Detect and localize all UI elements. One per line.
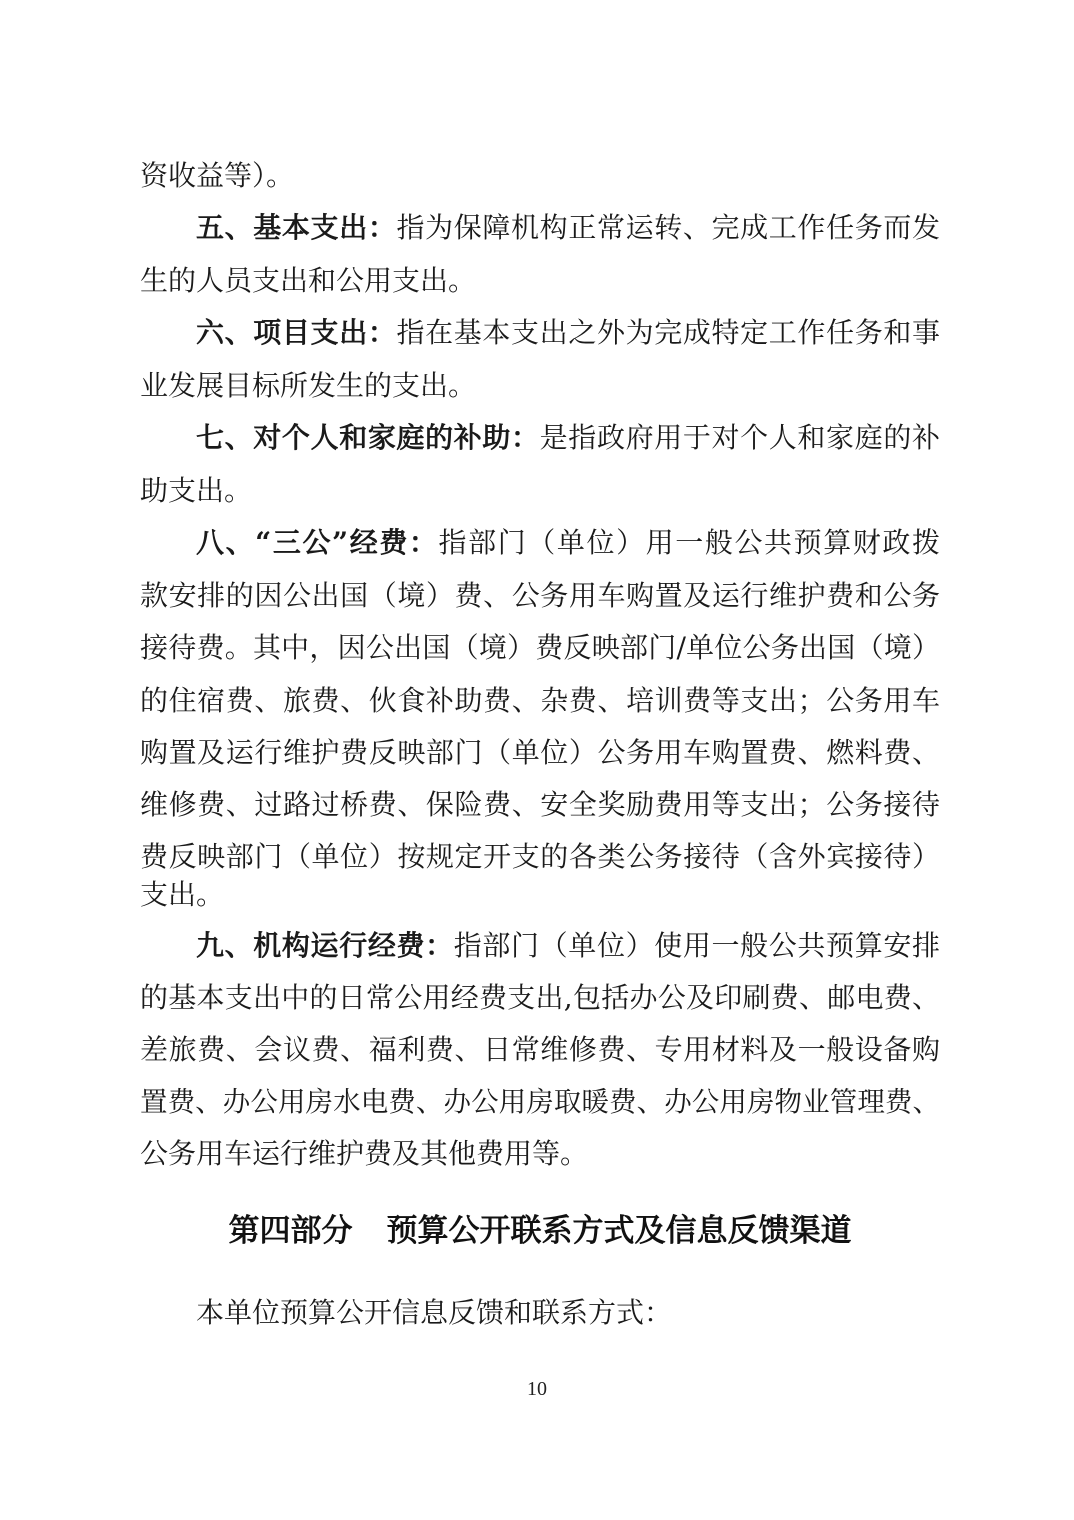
- paragraph-five-first-line: [196, 210, 940, 246]
- definition-text: 是指政府用于对个人和家庭的补: [539, 421, 940, 454]
- paragraph-line: 助支出。: [140, 474, 253, 507]
- term-household-subsidy: 七、对个人和家庭的补助：: [196, 421, 540, 454]
- paragraph-line: 费反映部门（单位）按规定开支的各类公务接待（含外宾接待）: [140, 840, 940, 873]
- paragraph-seven-first-line: [196, 420, 940, 456]
- section-number: 第四部分: [228, 1213, 353, 1249]
- definition-text: 指部门（单位）用一般公共预算财政拨: [438, 526, 940, 559]
- paragraph-line: 款安排的因公出国（境）费、公务用车购置及运行维护费和公务: [140, 579, 940, 612]
- definition-text: 指为保障机构正常运转、完成工作任务而发: [396, 211, 940, 244]
- paragraph-line: 公务用车运行维护费及其他费用等。: [140, 1137, 589, 1170]
- paragraph-line: 接待费。其中，因公出国（境）费反映部门/单位公务出国（境）: [140, 631, 940, 664]
- paragraph-line: 资收益等）。: [140, 159, 295, 192]
- paragraph-six-first-line: [196, 315, 940, 351]
- paragraph-line: 差旅费、会议费、福利费、日常维修费、专用材料及一般设备购: [140, 1033, 940, 1066]
- paragraph-line: 维修费、过路过桥费、保险费、安全奖励费用等支出；公务接待: [140, 788, 940, 821]
- section-heading: [140, 1210, 940, 1252]
- term-project-expenditure: 六、项目支出：: [196, 316, 397, 349]
- paragraph-line: 生的人员支出和公用支出。: [140, 264, 477, 297]
- contact-intro: 本单位预算公开信息反馈和联系方式：: [196, 1296, 673, 1329]
- paragraph-eight-first-line: [196, 525, 940, 561]
- paragraph-line: 业发展目标所发生的支出。: [140, 369, 477, 402]
- definition-text: 指在基本支出之外为完成特定工作任务和事: [396, 316, 940, 349]
- paragraph-line: 置费、办公用房水电费、办公用房取暖费、办公用房物业管理费、: [140, 1086, 940, 1118]
- definition-text: 指部门（单位）使用一般公共预算安排: [453, 929, 940, 962]
- paragraph-line: 的基本支出中的日常公用经费支出,包括办公及印刷费、邮电费、: [140, 981, 940, 1014]
- paragraph-line: 的住宿费、旅费、伙食补助费、杂费、培训费等支出；公务用车: [140, 684, 940, 717]
- term-operating-expenses: 九、机构运行经费：: [196, 929, 454, 962]
- paragraph-line: 购置及运行维护费反映部门（单位）公务用车购置费、燃料费、: [140, 736, 940, 769]
- term-basic-expenditure: 五、基本支出：: [196, 211, 397, 244]
- term-three-public-expenses: 八、“三公”经费：: [196, 526, 439, 559]
- section-title: 预算公开联系方式及信息反馈渠道: [386, 1213, 852, 1249]
- paragraph-nine-first-line: [196, 928, 940, 964]
- paragraph-line: 支出。: [140, 878, 225, 911]
- page-number: 10: [527, 1378, 547, 1400]
